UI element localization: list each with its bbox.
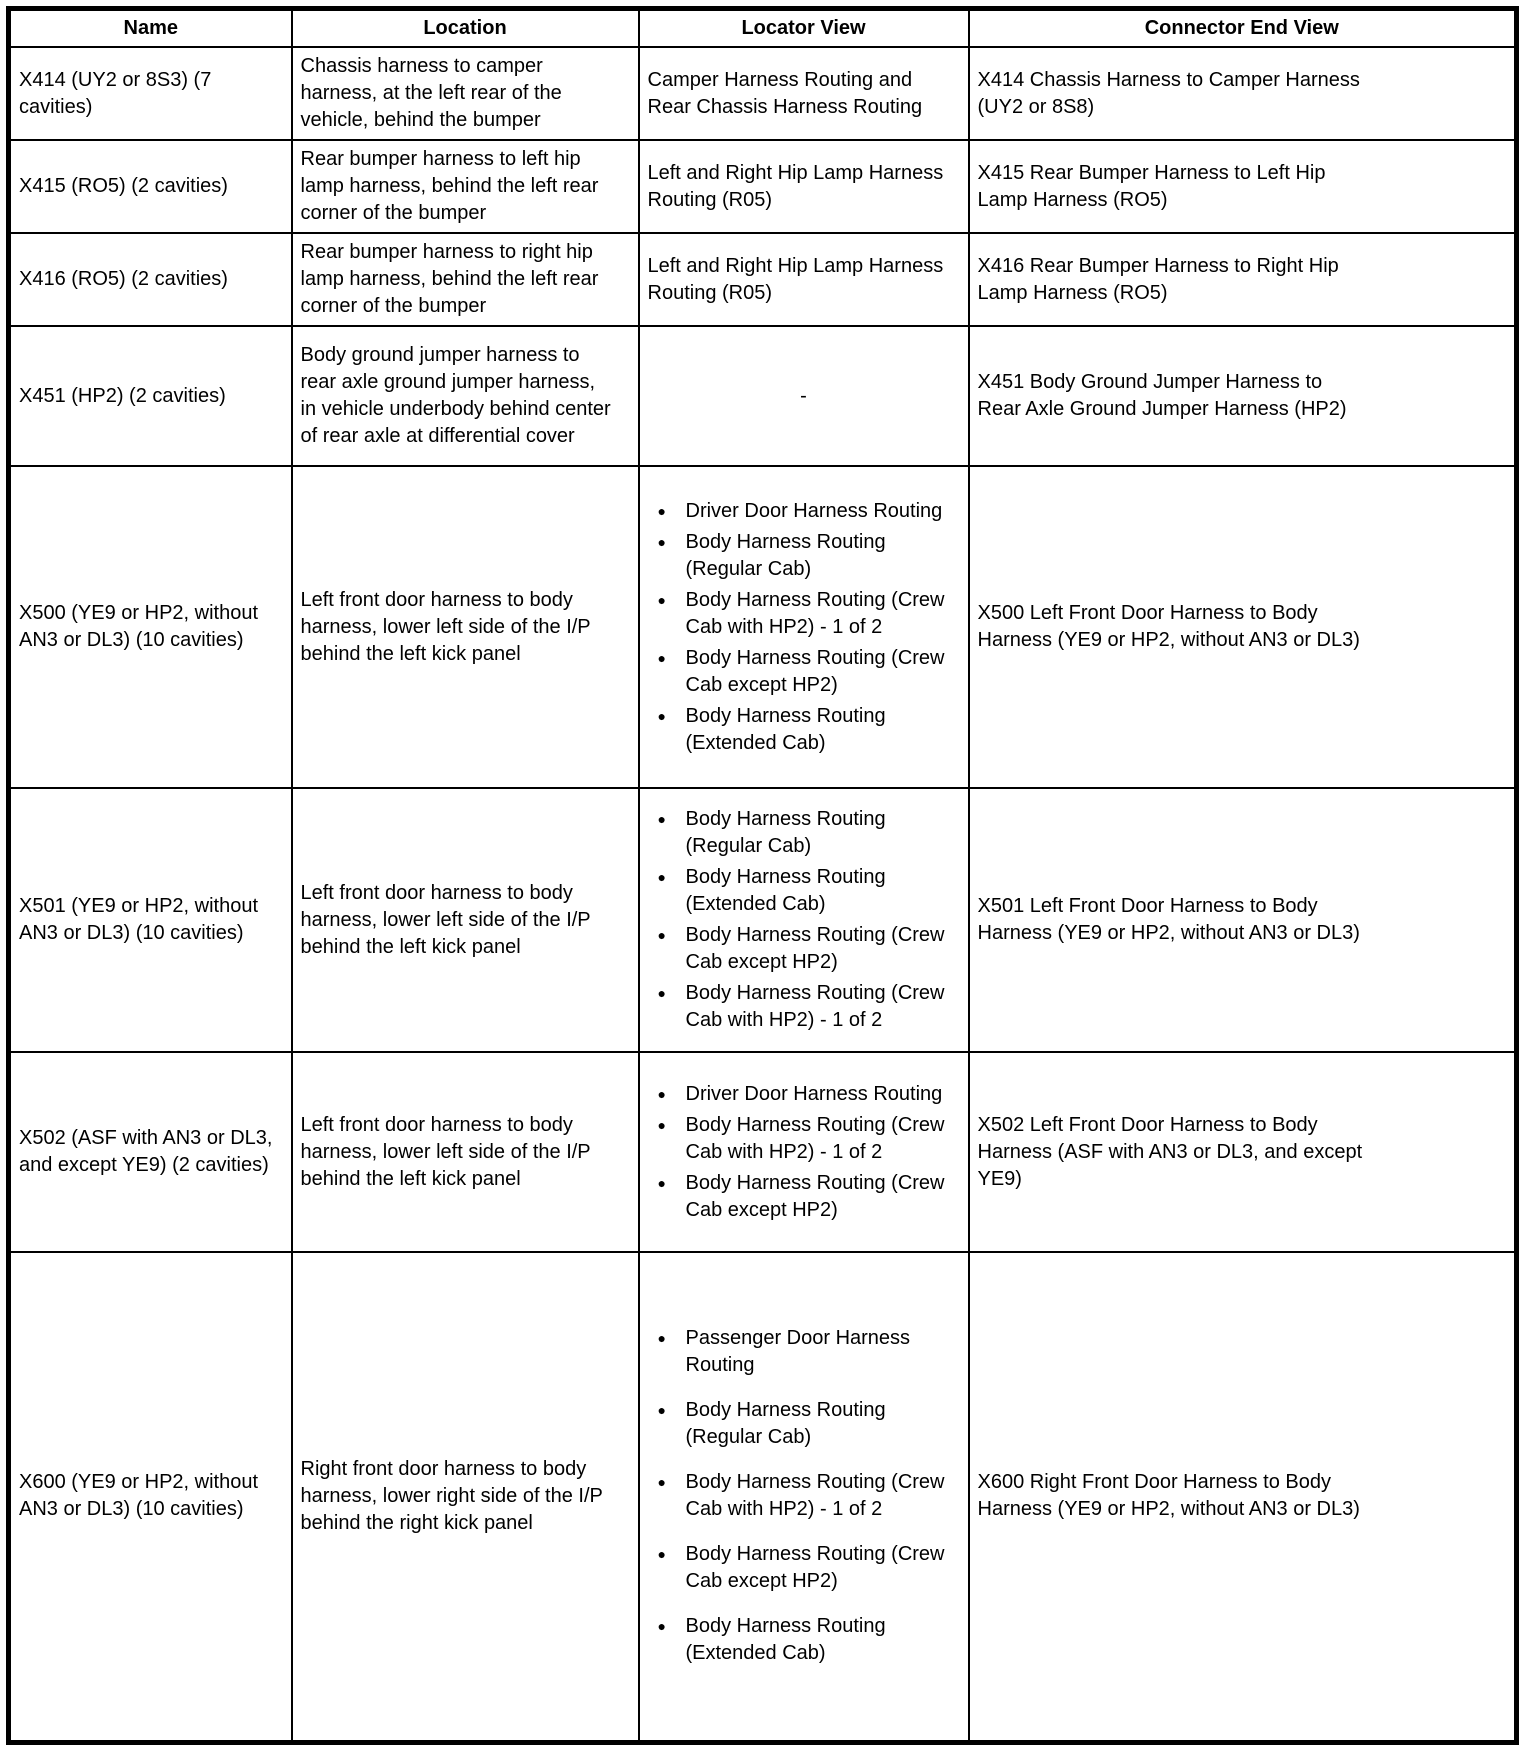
locator-view-item: ● Driver Door Harness Routing [648,498,954,525]
locator-view-item: ● Body Harness Routing (Regular Cab) [648,1397,954,1451]
cell-location: Left front door harness to body harness, lower left side of the I/P behind the left kick panel [292,466,639,788]
locator-view-list [648,1325,954,1667]
cell-connector-end-view: X451 Body Ground Jumper Harness to Rear Axle Ground Jumper Harness (HP2) [969,326,1517,466]
connector-reference-table [6,6,1519,1745]
cell-connector-end-view: X416 Rear Bumper Harness to Right Hip Lamp Harness (RO5) [969,233,1517,326]
locator-view-list [648,806,954,1034]
locator-view-list [648,1081,954,1224]
cell-locator-view: - [639,326,969,466]
cell-location: Left front door harness to body harness, lower left side of the I/P behind the left kick panel [292,1052,639,1252]
cell-location: Chassis harness to camper harness, at the left rear of the vehicle, behind the bumper [292,47,639,140]
cell-location: Body ground jumper harness to rear axle ground jumper harness, in vehicle underbody behind center of rear axle at differential cover [292,326,639,466]
cell-locator-view: Left and Right Hip Lamp Harness Routing (R05) [639,140,969,233]
cell-connector-end-view: X600 Right Front Door Harness to Body Harness (YE9 or HP2, without AN3 or DL3) [969,1252,1517,1742]
cell-name: X501 (YE9 or HP2, without AN3 or DL3) (10 cavities) [9,788,292,1052]
cell-connector-end-view: X500 Left Front Door Harness to Body Harness (YE9 or HP2, without AN3 or DL3) [969,466,1517,788]
table-row [9,47,1517,140]
cell-connector-end-view: X414 Chassis Harness to Camper Harness (UY2 or 8S8) [969,47,1517,140]
table-row [9,1052,1517,1252]
cell-location: Rear bumper harness to left hip lamp harness, behind the left rear corner of the bumper [292,140,639,233]
table-body [9,47,1517,1742]
locator-view-item: ● Body Harness Routing (Crew Cab with HP2) - 1 of 2 [648,587,954,641]
locator-view-item: ● Body Harness Routing (Crew Cab except HP2) [648,922,954,976]
locator-view-item: ● Body Harness Routing (Crew Cab with HP2) - 1 of 2 [648,1469,954,1523]
locator-view-item: ● Driver Door Harness Routing [648,1081,954,1108]
table-row [9,326,1517,466]
cell-location: Rear bumper harness to right hip lamp harness, behind the left rear corner of the bumper [292,233,639,326]
cell-location: Left front door harness to body harness, lower left side of the I/P behind the left kick panel [292,788,639,1052]
cell-connector-end-view: X415 Rear Bumper Harness to Left Hip Lamp Harness (RO5) [969,140,1517,233]
cell-locator-view [639,788,969,1052]
table-row [9,140,1517,233]
table-row [9,466,1517,788]
locator-view-item: ● Body Harness Routing (Crew Cab except HP2) [648,645,954,699]
cell-name: X500 (YE9 or HP2, without AN3 or DL3) (10 cavities) [9,466,292,788]
cell-locator-view: Camper Harness Routing and Rear Chassis Harness Routing [639,47,969,140]
cell-name: X416 (RO5) (2 cavities) [9,233,292,326]
cell-locator-view [639,1252,969,1742]
cell-name: X451 (HP2) (2 cavities) [9,326,292,466]
table-row [9,1252,1517,1742]
cell-connector-end-view: X502 Left Front Door Harness to Body Harness (ASF with AN3 or DL3, and except YE9) [969,1052,1517,1252]
cell-locator-view [639,466,969,788]
table-row [9,233,1517,326]
cell-name: X414 (UY2 or 8S3) (7 cavities) [9,47,292,140]
cell-connector-end-view: X501 Left Front Door Harness to Body Harness (YE9 or HP2, without AN3 or DL3) [969,788,1517,1052]
cell-name: X600 (YE9 or HP2, without AN3 or DL3) (10 cavities) [9,1252,292,1742]
locator-view-item: ● Body Harness Routing (Extended Cab) [648,703,954,757]
col-header-name: Name [9,9,292,48]
locator-view-item: ● Body Harness Routing (Regular Cab) [648,806,954,860]
locator-view-item: ● Body Harness Routing (Crew Cab with HP2) - 1 of 2 [648,980,954,1034]
cell-name: X415 (RO5) (2 cavities) [9,140,292,233]
locator-view-item: ● Body Harness Routing (Crew Cab except HP2) [648,1170,954,1224]
col-header-location: Location [292,9,639,48]
col-header-connector-end-view: Connector End View [969,9,1517,48]
locator-view-item: ● Body Harness Routing (Extended Cab) [648,1613,954,1667]
col-header-locator-view: Locator View [639,9,969,48]
table-row [9,788,1517,1052]
locator-view-item: ● Passenger Door Harness Routing [648,1325,954,1379]
header-row [9,9,1517,48]
locator-view-list [648,498,954,757]
cell-name: X502 (ASF with AN3 or DL3, and except YE9) (2 cavities) [9,1052,292,1252]
cell-locator-view: Left and Right Hip Lamp Harness Routing (R05) [639,233,969,326]
cell-locator-view [639,1052,969,1252]
cell-location: Right front door harness to body harness, lower right side of the I/P behind the right kick panel [292,1252,639,1742]
locator-view-item: ● Body Harness Routing (Extended Cab) [648,864,954,918]
locator-view-item: ● Body Harness Routing (Crew Cab except HP2) [648,1541,954,1595]
locator-view-item: ● Body Harness Routing (Crew Cab with HP2) - 1 of 2 [648,1112,954,1166]
locator-view-item: ● Body Harness Routing (Regular Cab) [648,529,954,583]
